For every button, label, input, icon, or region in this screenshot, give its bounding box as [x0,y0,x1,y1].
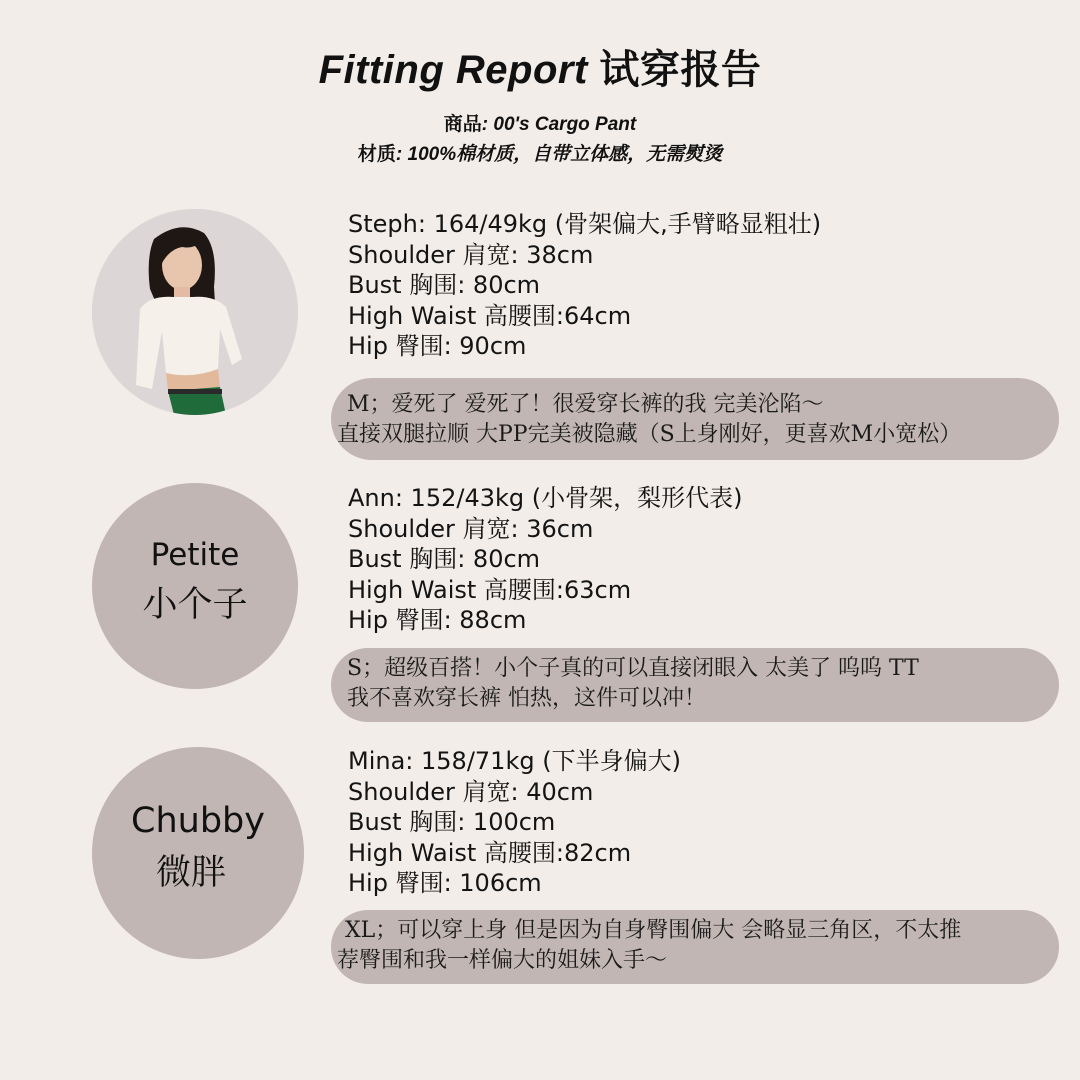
stat-line: Hip 臀围: 88cm [348,606,527,635]
review-line: 我不喜欢穿长裤 怕热，这件可以冲！ [347,686,706,711]
review-line: 荐臀围和我一样偏大的姐妹入手～ [337,948,668,973]
stat-line: Hip 臀围: 106cm [348,869,542,898]
stat-line: Bust 胸围: 80cm [348,271,541,300]
stat-line: Bust 胸围: 100cm [348,808,556,837]
stat-line: Shoulder 肩宽: 36cm [348,514,594,543]
title-en: Fitting Report [318,48,588,92]
category-badge-chubby [92,747,304,959]
category-label-cn: 微胖 [155,853,226,893]
stat-line: Mina: 158/71kg (下半身偏大) [348,747,681,775]
review-line: S；超级百搭！小个子真的可以直接闭眼入 太美了 呜呜 TT [347,656,919,681]
model-photo-illustration [92,209,298,415]
review-bubble-ann [331,648,1059,722]
material-line [0,139,1080,166]
review-bubble-mina [331,910,1059,984]
model-stats-ann [348,483,742,636]
model-stats-mina [348,746,681,899]
product-label: 商品 [443,114,482,135]
model-stats-steph [348,209,821,362]
stat-line: High Waist 高腰围:82cm [348,838,632,867]
review-bubble-steph [331,378,1059,460]
stat-line: Shoulder 肩宽: 40cm [348,777,594,806]
material-value: : 100%棉材质，自带立体感，无需熨烫 [395,144,723,165]
stat-line: Steph: 164/49kg (骨架偏大,手臂略显粗壮) [348,210,822,238]
stat-line: Ann: 152/43kg (小骨架，梨形代表) [348,484,743,512]
model-photo [92,209,298,415]
stat-line: Bust 胸围: 80cm [348,545,541,574]
category-label-cn: 小个子 [142,585,248,625]
category-badge-petite [92,483,298,689]
stat-line: Hip 臀围: 90cm [348,332,527,361]
material-label: 材质 [357,144,396,165]
page-title [0,38,1080,95]
product-value: : 00's Cargo Pant [481,114,637,135]
title-cn: 试穿报告 [599,48,762,92]
category-label-en: Petite [150,537,240,573]
category-label-en: Chubby [131,801,265,841]
stat-line: High Waist 高腰围:64cm [348,301,632,330]
review-line: M；爱死了 爱死了！很爱穿长裤的我 完美沦陷～ [347,392,824,417]
review-line: XL；可以穿上身 但是因为自身臀围偏大 会略显三角区，不太推 [345,918,962,943]
stat-line: Shoulder 肩宽: 38cm [348,240,594,269]
review-line: 直接双腿拉顺 大PP完美被隐藏（S上身刚好，更喜欢M小宽松） [337,422,962,447]
stat-line: High Waist 高腰围:63cm [348,575,632,604]
product-line [0,109,1080,136]
